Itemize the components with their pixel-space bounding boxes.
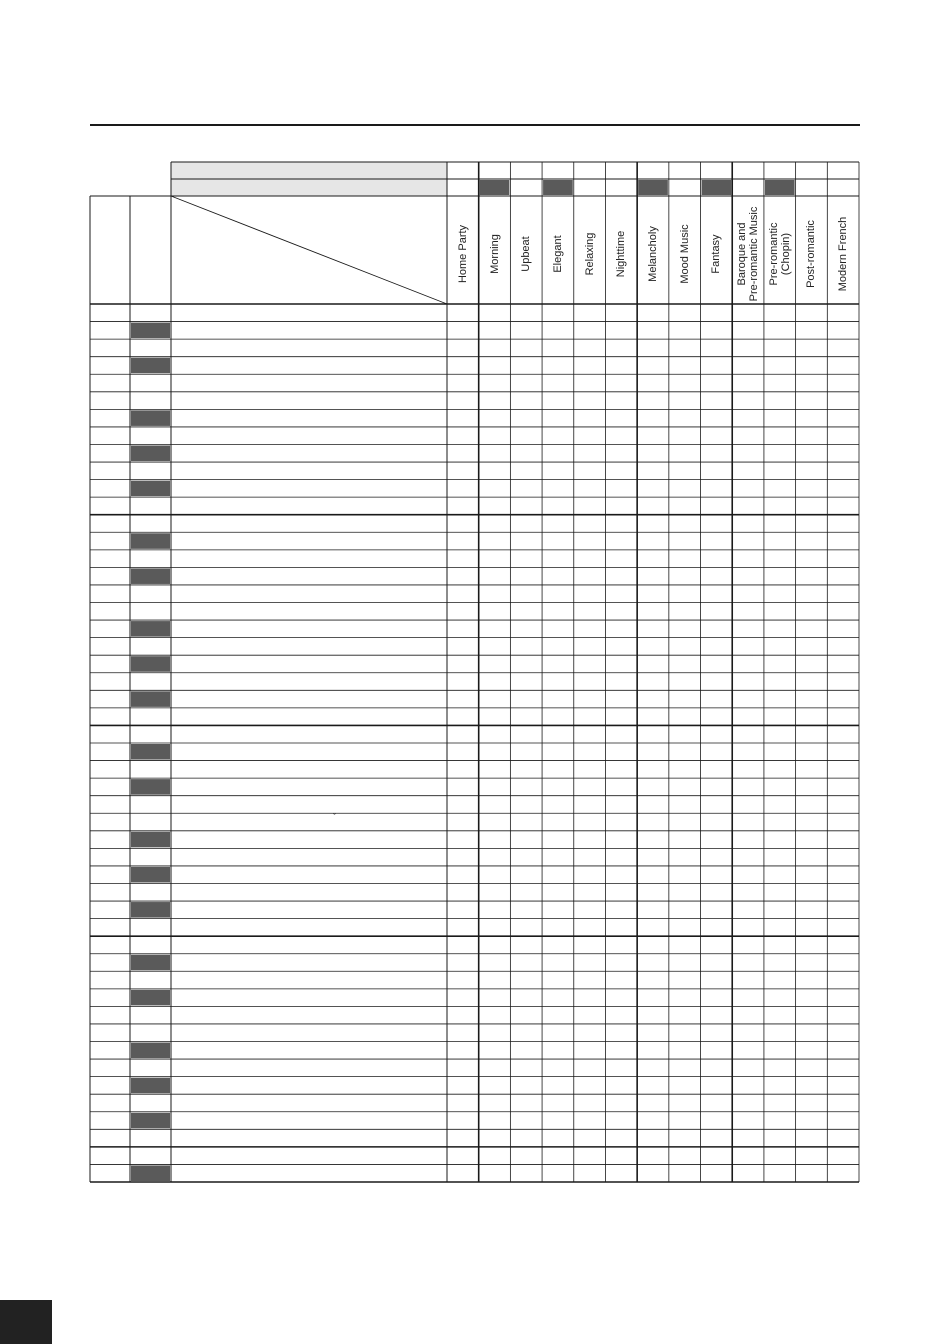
dark-cell [131, 779, 170, 795]
column-header-label: Home Party [456, 224, 469, 284]
header-dark-cell [543, 180, 573, 195]
dark-cell [131, 744, 170, 760]
column-header-label: Elegant [551, 235, 564, 273]
dark-cell [131, 533, 170, 549]
dark-cell [131, 568, 170, 584]
dark-cell [131, 832, 170, 848]
dark-cell [131, 1043, 170, 1059]
header-dark-cell [480, 180, 510, 195]
dark-cell [131, 955, 170, 971]
column-header-label: Morning [488, 234, 501, 274]
page-tab-block [0, 1300, 52, 1344]
dark-cell [131, 1165, 170, 1181]
header-band-second [171, 179, 447, 196]
column-header-label: Mood Music [678, 224, 691, 284]
header-dark-cell [702, 180, 732, 195]
dark-cell [131, 990, 170, 1006]
header-dark-cell [765, 180, 795, 195]
tick-mark: ˇ [333, 812, 336, 822]
header-diagonal [171, 196, 447, 304]
dark-cell [131, 358, 170, 374]
dark-cell [131, 867, 170, 883]
dark-cell [131, 621, 170, 637]
dark-cell [131, 323, 170, 339]
dark-cell [131, 1113, 170, 1129]
header-band-top [171, 162, 447, 179]
dark-cell [131, 1078, 170, 1094]
dark-cell [131, 691, 170, 707]
dark-cell [131, 445, 170, 461]
column-header-label: Fantasy [710, 234, 723, 274]
header-dark-cell [638, 180, 668, 195]
column-header-label: Modern French [837, 216, 850, 292]
dark-cell [131, 902, 170, 918]
dark-cell [131, 410, 170, 426]
column-header-label: Baroque and Pre-romantic Music [736, 206, 761, 302]
column-header-label: Pre-romantic (Chopin) [767, 222, 792, 286]
column-header-label: Nighttime [615, 230, 628, 278]
column-header-label: Relaxing [583, 232, 596, 276]
column-header-label: Upbeat [520, 236, 533, 272]
dark-cell [131, 656, 170, 672]
dark-cell [131, 481, 170, 497]
column-header-label: Post-romantic [805, 220, 818, 288]
column-header-label: Melancholy [647, 226, 659, 282]
